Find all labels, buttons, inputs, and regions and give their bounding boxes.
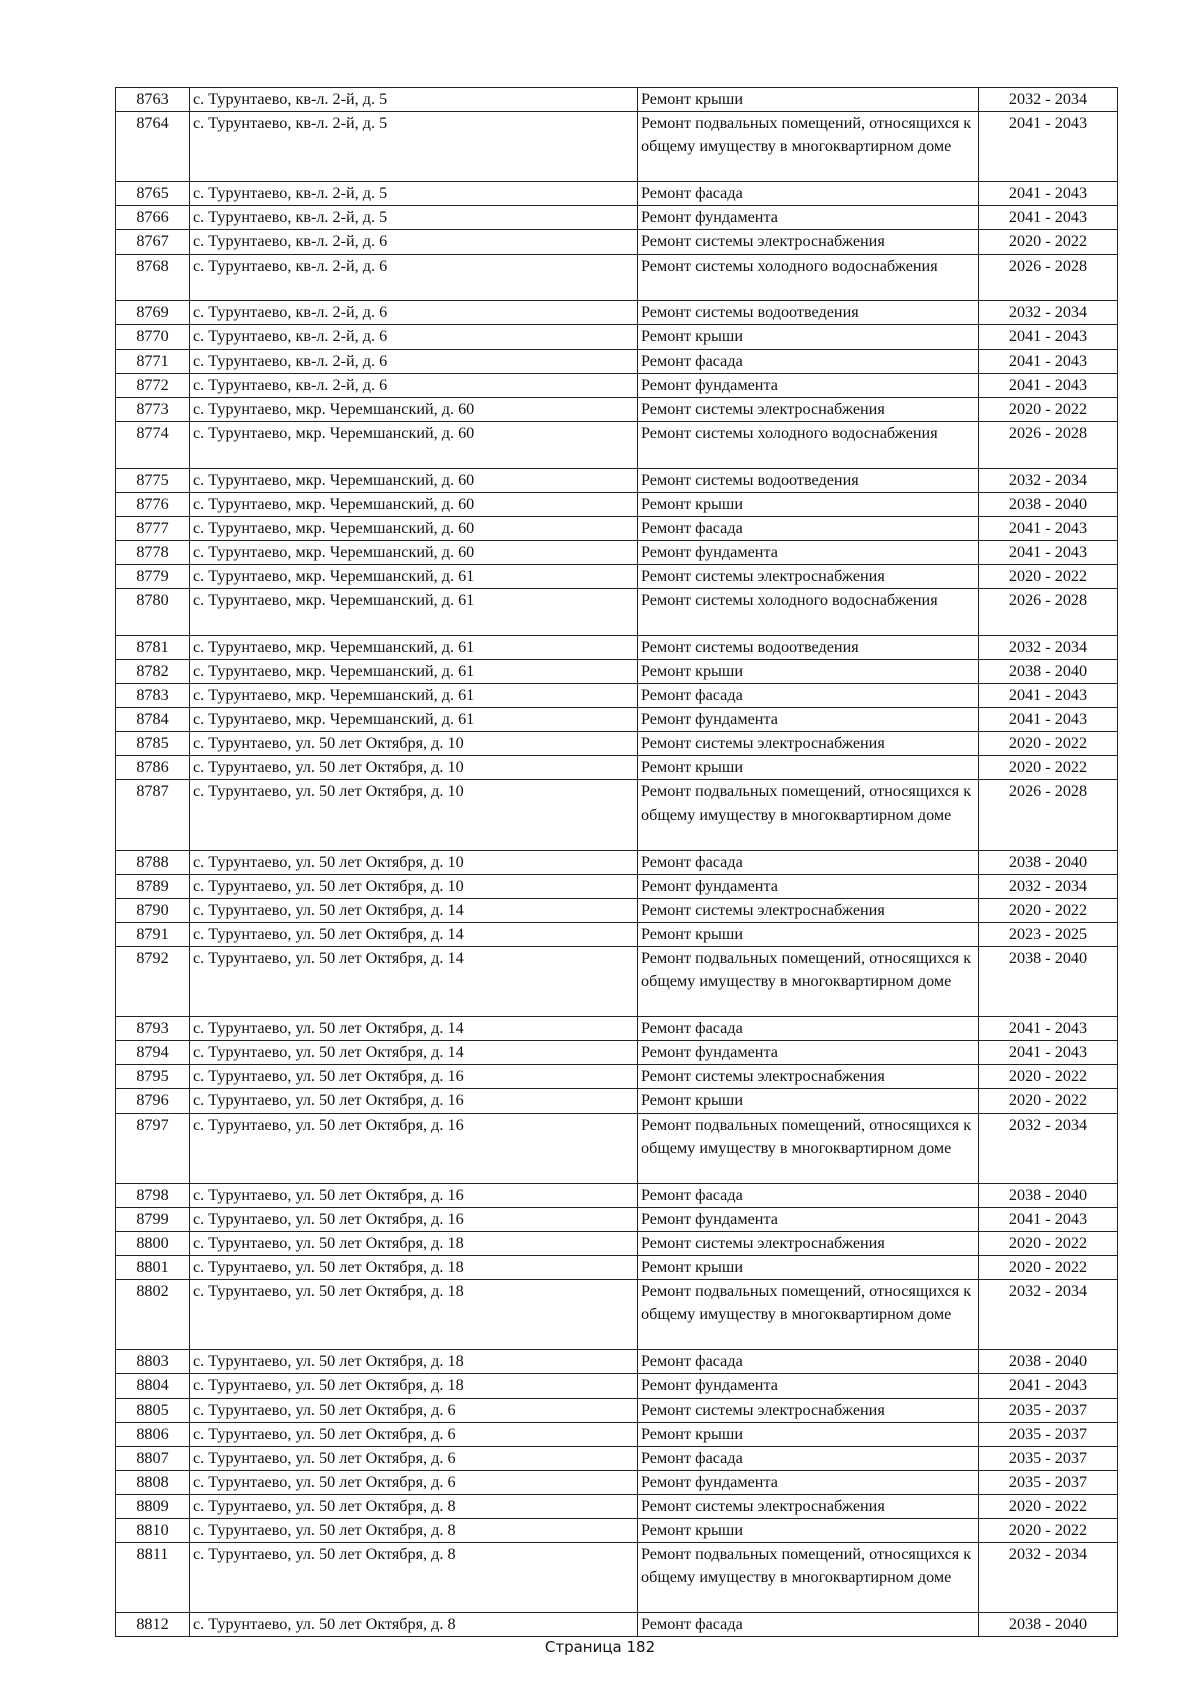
row-number: 8785 — [116, 732, 190, 756]
table-row — [116, 492, 1118, 516]
work-type-cell: Ремонт фасада — [638, 1183, 979, 1207]
address-cell: с. Турунтаево, ул. 50 лет Октября, д. 16 — [190, 1207, 638, 1231]
address-cell: с. Турунтаево, ул. 50 лет Октября, д. 16 — [190, 1065, 638, 1089]
term-cell: 2026 - 2028 — [979, 254, 1118, 301]
row-number: 8800 — [116, 1231, 190, 1255]
address-cell: с. Турунтаево, кв-л. 2-й, д. 6 — [190, 230, 638, 254]
work-type-cell: Ремонт подвальных помещений, относящихся к общему имуществу в многоквартирном доме — [638, 1543, 979, 1613]
address-cell: с. Турунтаево, кв-л. 2-й, д. 6 — [190, 373, 638, 397]
work-type-cell: Ремонт подвальных помещений, относящихся к общему имуществу в многоквартирном доме — [638, 947, 979, 1017]
row-number: 8792 — [116, 947, 190, 1017]
term-cell: 2020 - 2022 — [979, 397, 1118, 421]
term-cell: 2041 - 2043 — [979, 684, 1118, 708]
address-cell: с. Турунтаево, ул. 50 лет Октября, д. 18 — [190, 1374, 638, 1398]
table-row — [116, 1207, 1118, 1231]
work-type-cell: Ремонт системы холодного водоснабжения — [638, 421, 979, 468]
row-number: 8766 — [116, 206, 190, 230]
term-cell: 2035 - 2037 — [979, 1470, 1118, 1494]
row-number: 8802 — [116, 1280, 190, 1350]
table-row — [116, 850, 1118, 874]
work-type-cell: Ремонт крыши — [638, 922, 979, 946]
address-cell: с. Турунтаево, ул. 50 лет Октября, д. 8 — [190, 1494, 638, 1518]
term-cell: 2041 - 2043 — [979, 1207, 1118, 1231]
address-cell: с. Турунтаево, ул. 50 лет Октября, д. 10 — [190, 780, 638, 850]
row-number: 8803 — [116, 1350, 190, 1374]
address-cell: с. Турунтаево, ул. 50 лет Октября, д. 8 — [190, 1543, 638, 1613]
table-row — [116, 1494, 1118, 1518]
address-cell: с. Турунтаево, ул. 50 лет Октября, д. 10 — [190, 756, 638, 780]
table-row — [116, 301, 1118, 325]
term-cell: 2020 - 2022 — [979, 230, 1118, 254]
work-type-cell: Ремонт фундамента — [638, 874, 979, 898]
row-number: 8764 — [116, 112, 190, 182]
row-number: 8789 — [116, 874, 190, 898]
work-type-cell: Ремонт подвальных помещений, относящихся к общему имуществу в многоквартирном доме — [638, 1280, 979, 1350]
row-number: 8769 — [116, 301, 190, 325]
table-row — [116, 88, 1118, 112]
row-number: 8810 — [116, 1518, 190, 1542]
term-cell: 2038 - 2040 — [979, 1350, 1118, 1374]
work-type-cell: Ремонт фасада — [638, 1017, 979, 1041]
work-type-cell: Ремонт системы водоотведения — [638, 301, 979, 325]
work-type-cell: Ремонт системы электроснабжения — [638, 1398, 979, 1422]
table-row — [116, 373, 1118, 397]
row-number: 8774 — [116, 421, 190, 468]
table-row — [116, 565, 1118, 589]
table-row — [116, 1470, 1118, 1494]
address-cell: с. Турунтаево, кв-л. 2-й, д. 6 — [190, 254, 638, 301]
work-type-cell: Ремонт фундамента — [638, 1041, 979, 1065]
table-row — [116, 206, 1118, 230]
work-type-cell: Ремонт фундамента — [638, 1207, 979, 1231]
work-type-cell: Ремонт фасада — [638, 182, 979, 206]
work-type-cell: Ремонт фасада — [638, 1350, 979, 1374]
table-row — [116, 659, 1118, 683]
table-row — [116, 1543, 1118, 1613]
table-row — [116, 468, 1118, 492]
table-row — [116, 1231, 1118, 1255]
row-number: 8770 — [116, 325, 190, 349]
work-type-cell: Ремонт фундамента — [638, 1374, 979, 1398]
work-type-cell: Ремонт фасада — [638, 684, 979, 708]
work-type-cell: Ремонт фундамента — [638, 206, 979, 230]
row-number: 8805 — [116, 1398, 190, 1422]
term-cell: 2032 - 2034 — [979, 88, 1118, 112]
address-cell: с. Турунтаево, ул. 50 лет Октября, д. 14 — [190, 947, 638, 1017]
work-type-cell: Ремонт системы электроснабжения — [638, 1231, 979, 1255]
work-type-cell: Ремонт фундамента — [638, 540, 979, 564]
work-type-cell: Ремонт системы холодного водоснабжения — [638, 589, 979, 636]
row-number: 8799 — [116, 1207, 190, 1231]
work-type-cell: Ремонт подвальных помещений, относящихся к общему имуществу в многоквартирном доме — [638, 112, 979, 182]
term-cell: 2020 - 2022 — [979, 756, 1118, 780]
table-row — [116, 1183, 1118, 1207]
table-row — [116, 397, 1118, 421]
address-cell: с. Турунтаево, мкр. Черемшанский, д. 61 — [190, 589, 638, 636]
row-number: 8777 — [116, 516, 190, 540]
term-cell: 2032 - 2034 — [979, 1113, 1118, 1183]
work-type-cell: Ремонт крыши — [638, 1089, 979, 1113]
table-row — [116, 589, 1118, 636]
work-type-cell: Ремонт системы электроснабжения — [638, 230, 979, 254]
work-type-cell: Ремонт системы электроснабжения — [638, 1065, 979, 1089]
term-cell: 2020 - 2022 — [979, 732, 1118, 756]
row-number: 8776 — [116, 492, 190, 516]
row-number: 8781 — [116, 635, 190, 659]
term-cell: 2041 - 2043 — [979, 1017, 1118, 1041]
row-number: 8808 — [116, 1470, 190, 1494]
work-type-cell: Ремонт крыши — [638, 88, 979, 112]
term-cell: 2041 - 2043 — [979, 112, 1118, 182]
address-cell: с. Турунтаево, ул. 50 лет Октября, д. 8 — [190, 1518, 638, 1542]
address-cell: с. Турунтаево, ул. 50 лет Октября, д. 14 — [190, 1017, 638, 1041]
work-type-cell: Ремонт подвальных помещений, относящихся к общему имуществу в многоквартирном доме — [638, 1113, 979, 1183]
work-type-cell: Ремонт фасада — [638, 349, 979, 373]
address-cell: с. Турунтаево, ул. 50 лет Октября, д. 14 — [190, 922, 638, 946]
work-type-cell: Ремонт фундамента — [638, 373, 979, 397]
row-number: 8801 — [116, 1256, 190, 1280]
term-cell: 2038 - 2040 — [979, 947, 1118, 1017]
term-cell: 2032 - 2034 — [979, 1543, 1118, 1613]
row-number: 8791 — [116, 922, 190, 946]
term-cell: 2026 - 2028 — [979, 780, 1118, 850]
row-number: 8809 — [116, 1494, 190, 1518]
row-number: 8783 — [116, 684, 190, 708]
row-number: 8784 — [116, 708, 190, 732]
address-cell: с. Турунтаево, ул. 50 лет Октября, д. 18 — [190, 1256, 638, 1280]
term-cell: 2041 - 2043 — [979, 349, 1118, 373]
term-cell: 2038 - 2040 — [979, 850, 1118, 874]
address-cell: с. Турунтаево, мкр. Черемшанский, д. 60 — [190, 492, 638, 516]
term-cell: 2032 - 2034 — [979, 301, 1118, 325]
table-row — [116, 1113, 1118, 1183]
work-type-cell: Ремонт фундамента — [638, 1470, 979, 1494]
term-cell: 2032 - 2034 — [979, 874, 1118, 898]
term-cell: 2041 - 2043 — [979, 182, 1118, 206]
address-cell: с. Турунтаево, ул. 50 лет Октября, д. 18 — [190, 1350, 638, 1374]
table-row — [116, 1280, 1118, 1350]
address-cell: с. Турунтаево, ул. 50 лет Октября, д. 14 — [190, 898, 638, 922]
address-cell: с. Турунтаево, ул. 50 лет Октября, д. 10 — [190, 874, 638, 898]
term-cell: 2041 - 2043 — [979, 1374, 1118, 1398]
row-number: 8806 — [116, 1422, 190, 1446]
term-cell: 2020 - 2022 — [979, 1065, 1118, 1089]
table-row — [116, 325, 1118, 349]
address-cell: с. Турунтаево, ул. 50 лет Октября, д. 16 — [190, 1183, 638, 1207]
work-type-cell: Ремонт крыши — [638, 1422, 979, 1446]
table-row — [116, 421, 1118, 468]
row-number: 8790 — [116, 898, 190, 922]
term-cell: 2035 - 2037 — [979, 1398, 1118, 1422]
table-row — [116, 1089, 1118, 1113]
address-cell: с. Турунтаево, ул. 50 лет Октября, д. 16 — [190, 1113, 638, 1183]
table-row — [116, 756, 1118, 780]
table-row — [116, 1065, 1118, 1089]
address-cell: с. Турунтаево, ул. 50 лет Октября, д. 6 — [190, 1470, 638, 1494]
table-row — [116, 1350, 1118, 1374]
table-row — [116, 732, 1118, 756]
address-cell: с. Турунтаево, ул. 50 лет Октября, д. 18 — [190, 1280, 638, 1350]
row-number: 8767 — [116, 230, 190, 254]
table-row — [116, 1041, 1118, 1065]
term-cell: 2041 - 2043 — [979, 708, 1118, 732]
term-cell: 2020 - 2022 — [979, 565, 1118, 589]
table-row — [116, 182, 1118, 206]
row-number: 8795 — [116, 1065, 190, 1089]
term-cell: 2038 - 2040 — [979, 1183, 1118, 1207]
table-row — [116, 1256, 1118, 1280]
term-cell: 2041 - 2043 — [979, 206, 1118, 230]
row-number: 8772 — [116, 373, 190, 397]
table-row — [116, 1613, 1118, 1637]
term-cell: 2038 - 2040 — [979, 1613, 1118, 1637]
address-cell: с. Турунтаево, кв-л. 2-й, д. 6 — [190, 349, 638, 373]
work-type-cell: Ремонт крыши — [638, 325, 979, 349]
table-row — [116, 516, 1118, 540]
row-number: 8798 — [116, 1183, 190, 1207]
work-type-cell: Ремонт крыши — [638, 1518, 979, 1542]
term-cell: 2020 - 2022 — [979, 1518, 1118, 1542]
term-cell: 2032 - 2034 — [979, 468, 1118, 492]
term-cell: 2038 - 2040 — [979, 492, 1118, 516]
table-row — [116, 898, 1118, 922]
row-number: 8811 — [116, 1543, 190, 1613]
term-cell: 2020 - 2022 — [979, 1231, 1118, 1255]
row-number: 8773 — [116, 397, 190, 421]
work-type-cell: Ремонт крыши — [638, 756, 979, 780]
work-type-cell: Ремонт крыши — [638, 1256, 979, 1280]
table-row — [116, 1446, 1118, 1470]
row-number: 8807 — [116, 1446, 190, 1470]
page-number: Страница 182 — [544, 1638, 656, 1656]
address-cell: с. Турунтаево, кв-л. 2-й, д. 6 — [190, 301, 638, 325]
address-cell: с. Турунтаево, мкр. Черемшанский, д. 61 — [190, 635, 638, 659]
term-cell: 2035 - 2037 — [979, 1422, 1118, 1446]
address-cell: с. Турунтаево, ул. 50 лет Октября, д. 16 — [190, 1089, 638, 1113]
address-cell: с. Турунтаево, мкр. Черемшанский, д. 60 — [190, 516, 638, 540]
work-type-cell: Ремонт фундамента — [638, 708, 979, 732]
address-cell: с. Турунтаево, кв-л. 2-й, д. 5 — [190, 112, 638, 182]
row-number: 8794 — [116, 1041, 190, 1065]
table-row — [116, 254, 1118, 301]
work-type-cell: Ремонт крыши — [638, 492, 979, 516]
address-cell: с. Турунтаево, ул. 50 лет Октября, д. 10 — [190, 850, 638, 874]
term-cell: 2020 - 2022 — [979, 1089, 1118, 1113]
term-cell: 2035 - 2037 — [979, 1446, 1118, 1470]
table-row — [116, 1398, 1118, 1422]
term-cell: 2020 - 2022 — [979, 1494, 1118, 1518]
term-cell: 2041 - 2043 — [979, 540, 1118, 564]
table-row — [116, 1422, 1118, 1446]
address-cell: с. Турунтаево, ул. 50 лет Октября, д. 10 — [190, 732, 638, 756]
term-cell: 2041 - 2043 — [979, 516, 1118, 540]
term-cell: 2020 - 2022 — [979, 1256, 1118, 1280]
address-cell: с. Турунтаево, мкр. Черемшанский, д. 60 — [190, 540, 638, 564]
row-number: 8793 — [116, 1017, 190, 1041]
work-type-cell: Ремонт фасада — [638, 516, 979, 540]
address-cell: с. Турунтаево, мкр. Черемшанский, д. 60 — [190, 468, 638, 492]
term-cell: 2032 - 2034 — [979, 1280, 1118, 1350]
address-cell: с. Турунтаево, ул. 50 лет Октября, д. 6 — [190, 1422, 638, 1446]
row-number: 8782 — [116, 659, 190, 683]
row-number: 8786 — [116, 756, 190, 780]
table-row — [116, 1518, 1118, 1542]
term-cell: 2038 - 2040 — [979, 659, 1118, 683]
work-type-cell: Ремонт крыши — [638, 659, 979, 683]
row-number: 8779 — [116, 565, 190, 589]
row-number: 8768 — [116, 254, 190, 301]
table-row — [116, 635, 1118, 659]
row-number: 8775 — [116, 468, 190, 492]
term-cell: 2032 - 2034 — [979, 635, 1118, 659]
address-cell: с. Турунтаево, кв-л. 2-й, д. 5 — [190, 88, 638, 112]
work-type-cell: Ремонт системы электроснабжения — [638, 565, 979, 589]
row-number: 8778 — [116, 540, 190, 564]
row-number: 8763 — [116, 88, 190, 112]
table-row — [116, 540, 1118, 564]
address-cell: с. Турунтаево, кв-л. 2-й, д. 6 — [190, 325, 638, 349]
table-row — [116, 922, 1118, 946]
work-type-cell: Ремонт системы водоотведения — [638, 635, 979, 659]
row-number: 8771 — [116, 349, 190, 373]
table-row — [116, 230, 1118, 254]
work-type-cell: Ремонт системы электроснабжения — [638, 732, 979, 756]
address-cell: с. Турунтаево, мкр. Черемшанский, д. 61 — [190, 659, 638, 683]
term-cell: 2041 - 2043 — [979, 373, 1118, 397]
table-row — [116, 947, 1118, 1017]
work-type-cell: Ремонт фасада — [638, 1446, 979, 1470]
row-number: 8797 — [116, 1113, 190, 1183]
row-number: 8765 — [116, 182, 190, 206]
row-number: 8812 — [116, 1613, 190, 1637]
row-number: 8804 — [116, 1374, 190, 1398]
work-type-cell: Ремонт системы водоотведения — [638, 468, 979, 492]
term-cell: 2023 - 2025 — [979, 922, 1118, 946]
term-cell: 2041 - 2043 — [979, 325, 1118, 349]
row-number: 8796 — [116, 1089, 190, 1113]
table-row — [116, 1017, 1118, 1041]
table-row — [116, 780, 1118, 850]
table-row — [116, 874, 1118, 898]
row-number: 8788 — [116, 850, 190, 874]
term-cell: 2020 - 2022 — [979, 898, 1118, 922]
address-cell: с. Турунтаево, ул. 50 лет Октября, д. 18 — [190, 1231, 638, 1255]
address-cell: с. Турунтаево, кв-л. 2-й, д. 5 — [190, 182, 638, 206]
address-cell: с. Турунтаево, ул. 50 лет Октября, д. 14 — [190, 1041, 638, 1065]
row-number: 8787 — [116, 780, 190, 850]
table-row — [116, 708, 1118, 732]
term-cell: 2041 - 2043 — [979, 1041, 1118, 1065]
address-cell: с. Турунтаево, мкр. Черемшанский, д. 60 — [190, 421, 638, 468]
address-cell: с. Турунтаево, мкр. Черемшанский, д. 61 — [190, 565, 638, 589]
term-cell: 2026 - 2028 — [979, 421, 1118, 468]
address-cell: с. Турунтаево, ул. 50 лет Октября, д. 6 — [190, 1446, 638, 1470]
table-row — [116, 1374, 1118, 1398]
table-row — [116, 684, 1118, 708]
address-cell: с. Турунтаево, кв-л. 2-й, д. 5 — [190, 206, 638, 230]
work-type-cell: Ремонт системы электроснабжения — [638, 1494, 979, 1518]
address-cell: с. Турунтаево, мкр. Черемшанский, д. 60 — [190, 397, 638, 421]
work-type-cell: Ремонт фасада — [638, 1613, 979, 1637]
table-row — [116, 112, 1118, 182]
term-cell: 2026 - 2028 — [979, 589, 1118, 636]
table-row — [116, 349, 1118, 373]
address-cell: с. Турунтаево, мкр. Черемшанский, д. 61 — [190, 684, 638, 708]
address-cell: с. Турунтаево, ул. 50 лет Октября, д. 6 — [190, 1398, 638, 1422]
works-table-body — [116, 88, 1118, 1637]
row-number: 8780 — [116, 589, 190, 636]
work-type-cell: Ремонт системы электроснабжения — [638, 397, 979, 421]
works-table — [115, 87, 1118, 1637]
work-type-cell: Ремонт системы холодного водоснабжения — [638, 254, 979, 301]
work-type-cell: Ремонт системы электроснабжения — [638, 898, 979, 922]
address-cell: с. Турунтаево, мкр. Черемшанский, д. 61 — [190, 708, 638, 732]
address-cell: с. Турунтаево, ул. 50 лет Октября, д. 8 — [190, 1613, 638, 1637]
work-type-cell: Ремонт фасада — [638, 850, 979, 874]
work-type-cell: Ремонт подвальных помещений, относящихся к общему имуществу в многоквартирном доме — [638, 780, 979, 850]
